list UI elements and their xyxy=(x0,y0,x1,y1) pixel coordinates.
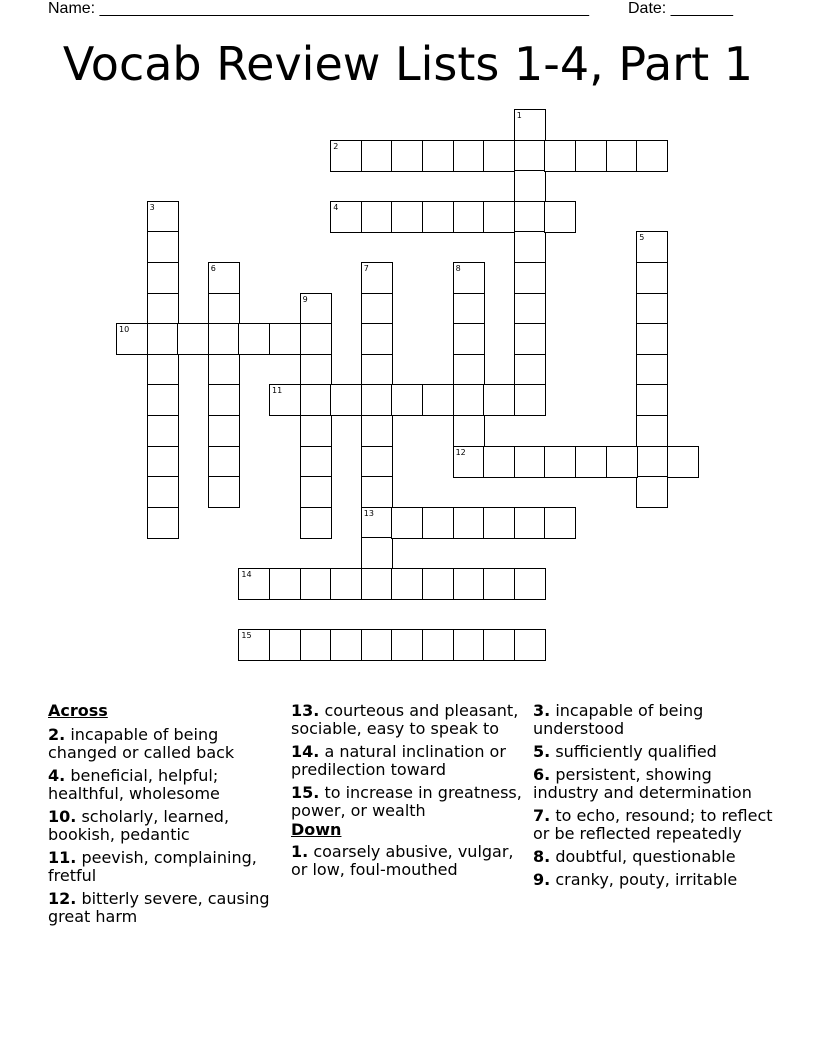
grid-cell[interactable] xyxy=(300,415,332,447)
grid-cell[interactable] xyxy=(544,140,576,172)
grid-cell[interactable] xyxy=(361,446,393,478)
grid-cell[interactable] xyxy=(361,476,393,508)
grid-cell[interactable] xyxy=(422,629,454,661)
grid-cell[interactable] xyxy=(300,293,332,325)
grid-cell[interactable] xyxy=(300,384,332,416)
grid-cell[interactable] xyxy=(147,231,179,263)
clue-number: 13 xyxy=(363,508,374,518)
grid-cell[interactable] xyxy=(575,446,607,478)
grid-cell[interactable] xyxy=(453,262,485,294)
grid-cell[interactable] xyxy=(514,109,546,141)
grid-cell[interactable] xyxy=(514,323,546,355)
clue-number: 2 xyxy=(333,141,339,151)
clue-number: 9 xyxy=(302,294,308,304)
grid-cell[interactable] xyxy=(330,384,362,416)
clue-down-1: 1. coarsely abusive, vulgar, or low, foul-mouthed xyxy=(291,842,514,879)
clues-column-1 xyxy=(48,702,280,931)
grid-cell[interactable] xyxy=(483,629,515,661)
grid-cell[interactable] xyxy=(208,354,240,386)
grid-cell[interactable] xyxy=(636,293,668,325)
clue-down-8: 8. doubtful, questionable xyxy=(533,847,736,866)
grid-cell[interactable] xyxy=(361,140,393,172)
grid-cell[interactable] xyxy=(147,201,179,233)
grid-cell[interactable] xyxy=(208,446,240,478)
clue-number: 6 xyxy=(210,264,216,273)
grid-cell[interactable] xyxy=(636,384,668,416)
grid-cell[interactable] xyxy=(453,415,485,447)
name-field-label: Name: _______________________________________________________ xyxy=(48,0,589,17)
grid-cell[interactable] xyxy=(453,568,485,600)
clue-across-14: 14. a natural inclination or predilection toward xyxy=(291,742,506,779)
grid-cell[interactable] xyxy=(422,568,454,600)
grid-cell[interactable] xyxy=(238,568,270,600)
grid-cell[interactable] xyxy=(147,262,179,294)
clue-number: 8 xyxy=(455,264,461,273)
grid-cell[interactable] xyxy=(361,415,393,447)
grid-cell[interactable] xyxy=(422,507,454,539)
grid-cell[interactable] xyxy=(453,507,485,539)
grid-cell[interactable] xyxy=(300,323,332,355)
grid-cell[interactable] xyxy=(514,629,546,661)
grid-cell[interactable] xyxy=(636,354,668,386)
grid-cell[interactable] xyxy=(147,293,179,325)
grid-cell[interactable] xyxy=(147,476,179,508)
grid-cell[interactable] xyxy=(361,507,393,539)
page-title: Vocab Review Lists 1-4, Part 1 xyxy=(62,37,754,91)
grid-cell[interactable] xyxy=(514,201,546,233)
grid-cell[interactable] xyxy=(361,293,393,325)
grid-cell[interactable] xyxy=(361,201,393,233)
grid-cell[interactable] xyxy=(330,201,362,233)
grid-cell[interactable] xyxy=(391,568,423,600)
clue-across-12: 12. bitterly severe, causing great harm xyxy=(48,889,270,926)
clue-number: 4 xyxy=(333,202,339,212)
grid-cell[interactable] xyxy=(300,446,332,478)
grid-cell[interactable] xyxy=(514,384,546,416)
grid-cell[interactable] xyxy=(300,476,332,508)
grid-cell[interactable] xyxy=(238,629,270,661)
grid-cell[interactable] xyxy=(361,568,393,600)
clue-down-7: 7. to echo, resound; to reflect or be reflected repeatedly xyxy=(533,806,773,843)
clues-column-3 xyxy=(533,702,773,894)
grid-cell[interactable] xyxy=(330,629,362,661)
clue-down-6: 6. persistent, showing industry and determination xyxy=(533,765,752,802)
grid-cell[interactable] xyxy=(330,568,362,600)
grid-cell[interactable] xyxy=(453,323,485,355)
grid-cell[interactable] xyxy=(575,140,607,172)
grid-cell[interactable] xyxy=(453,384,485,416)
grid-cell[interactable] xyxy=(514,231,546,263)
grid-cell[interactable] xyxy=(667,446,699,478)
down-heading: Down xyxy=(291,820,342,839)
clue-across-15: 15. to increase in greatness, power, or wealth xyxy=(291,783,522,820)
clue-number: 11 xyxy=(272,386,283,396)
grid-cell[interactable] xyxy=(453,293,485,325)
grid-cell[interactable] xyxy=(514,262,546,294)
grid-cell[interactable] xyxy=(300,507,332,539)
clue-number: 12 xyxy=(455,447,466,457)
clue-across-2: 2. incapable of being changed or called back xyxy=(48,725,235,762)
grid-cell[interactable] xyxy=(606,446,638,478)
grid-cell[interactable] xyxy=(422,140,454,172)
grid-cell[interactable] xyxy=(147,446,179,478)
grid-cell[interactable] xyxy=(330,140,362,172)
grid-cell[interactable] xyxy=(208,384,240,416)
grid-cell[interactable] xyxy=(636,323,668,355)
grid-cell[interactable] xyxy=(636,262,668,294)
grid-cell[interactable] xyxy=(514,507,546,539)
grid-cell[interactable] xyxy=(453,201,485,233)
grid-cell[interactable] xyxy=(147,354,179,386)
grid-cell[interactable] xyxy=(483,446,515,478)
clue-across-11: 11. peevish, complaining, fretful xyxy=(48,848,257,885)
clue-number: 14 xyxy=(241,570,252,579)
grid-cell[interactable] xyxy=(453,446,485,478)
clue-down-9: 9. cranky, pouty, irritable xyxy=(533,870,738,889)
grid-cell[interactable] xyxy=(208,415,240,447)
grid-cell[interactable] xyxy=(300,354,332,386)
grid-cell[interactable] xyxy=(300,568,332,600)
grid-cell[interactable] xyxy=(361,354,393,386)
grid-cell[interactable] xyxy=(116,323,148,355)
grid-cell[interactable] xyxy=(147,384,179,416)
clue-number: 15 xyxy=(241,631,252,641)
grid-cell[interactable] xyxy=(514,293,546,325)
grid-cell[interactable] xyxy=(208,293,240,325)
date-field-label: Date: _______ xyxy=(628,0,733,17)
grid-cell[interactable] xyxy=(300,629,332,661)
grid-cell[interactable] xyxy=(147,415,179,447)
grid-cell[interactable] xyxy=(208,476,240,508)
grid-cell[interactable] xyxy=(361,323,393,355)
grid-cell[interactable] xyxy=(483,507,515,539)
grid-cell[interactable] xyxy=(147,507,179,539)
clue-number: 10 xyxy=(119,325,130,335)
clue-number: 1 xyxy=(516,111,522,120)
grid-cell[interactable] xyxy=(361,384,393,416)
grid-cell[interactable] xyxy=(422,384,454,416)
grid-cell[interactable] xyxy=(636,446,668,478)
grid-cell[interactable] xyxy=(483,568,515,600)
grid-cell[interactable] xyxy=(361,262,393,294)
across-heading: Across xyxy=(48,701,108,720)
grid-cell[interactable] xyxy=(544,507,576,539)
clue-number: 3 xyxy=(149,202,155,212)
grid-cell[interactable] xyxy=(483,201,515,233)
clue-across-10: 10. scholarly, learned, bookish, pedantic xyxy=(48,807,230,844)
grid-cell[interactable] xyxy=(483,140,515,172)
grid-cell[interactable] xyxy=(636,415,668,447)
grid-cell[interactable] xyxy=(391,507,423,539)
grid-cell[interactable] xyxy=(453,354,485,386)
grid-cell[interactable] xyxy=(361,537,393,569)
grid-cell[interactable] xyxy=(269,629,301,661)
clue-across-13: 13. courteous and pleasant, sociable, easy to speak to xyxy=(291,701,519,738)
grid-cell[interactable] xyxy=(544,201,576,233)
grid-cell[interactable] xyxy=(269,323,301,355)
grid-cell[interactable] xyxy=(269,384,301,416)
grid-cell[interactable] xyxy=(453,140,485,172)
grid-cell[interactable] xyxy=(514,568,546,600)
grid-cell[interactable] xyxy=(636,140,668,172)
grid-cell[interactable] xyxy=(514,140,546,172)
clue-across-4: 4. beneficial, helpful; healthful, wholesome xyxy=(48,766,220,803)
grid-cell[interactable] xyxy=(636,476,668,508)
grid-cell[interactable] xyxy=(514,170,546,202)
clue-number: 5 xyxy=(639,233,645,243)
grid-cell[interactable] xyxy=(391,140,423,172)
grid-cell[interactable] xyxy=(208,262,240,294)
clue-number: 7 xyxy=(363,264,369,273)
grid-cell[interactable] xyxy=(544,446,576,478)
grid-cell[interactable] xyxy=(208,323,240,355)
clue-down-3: 3. incapable of being understood xyxy=(533,701,704,738)
grid-cell[interactable] xyxy=(606,140,638,172)
clues-column-2 xyxy=(291,702,527,884)
grid-cell[interactable] xyxy=(269,568,301,600)
grid-cell[interactable] xyxy=(391,201,423,233)
grid-cell[interactable] xyxy=(391,384,423,416)
grid-cell[interactable] xyxy=(361,629,393,661)
grid-cell[interactable] xyxy=(422,201,454,233)
grid-cell[interactable] xyxy=(514,446,546,478)
grid-cell[interactable] xyxy=(238,323,270,355)
grid-cell[interactable] xyxy=(636,231,668,263)
grid-cell[interactable] xyxy=(483,384,515,416)
clue-down-5: 5. sufficiently qualified xyxy=(533,742,717,761)
grid-cell[interactable] xyxy=(391,629,423,661)
grid-cell[interactable] xyxy=(453,629,485,661)
grid-cell[interactable] xyxy=(514,354,546,386)
grid-cell[interactable] xyxy=(147,323,179,355)
grid-cell[interactable] xyxy=(177,323,209,355)
